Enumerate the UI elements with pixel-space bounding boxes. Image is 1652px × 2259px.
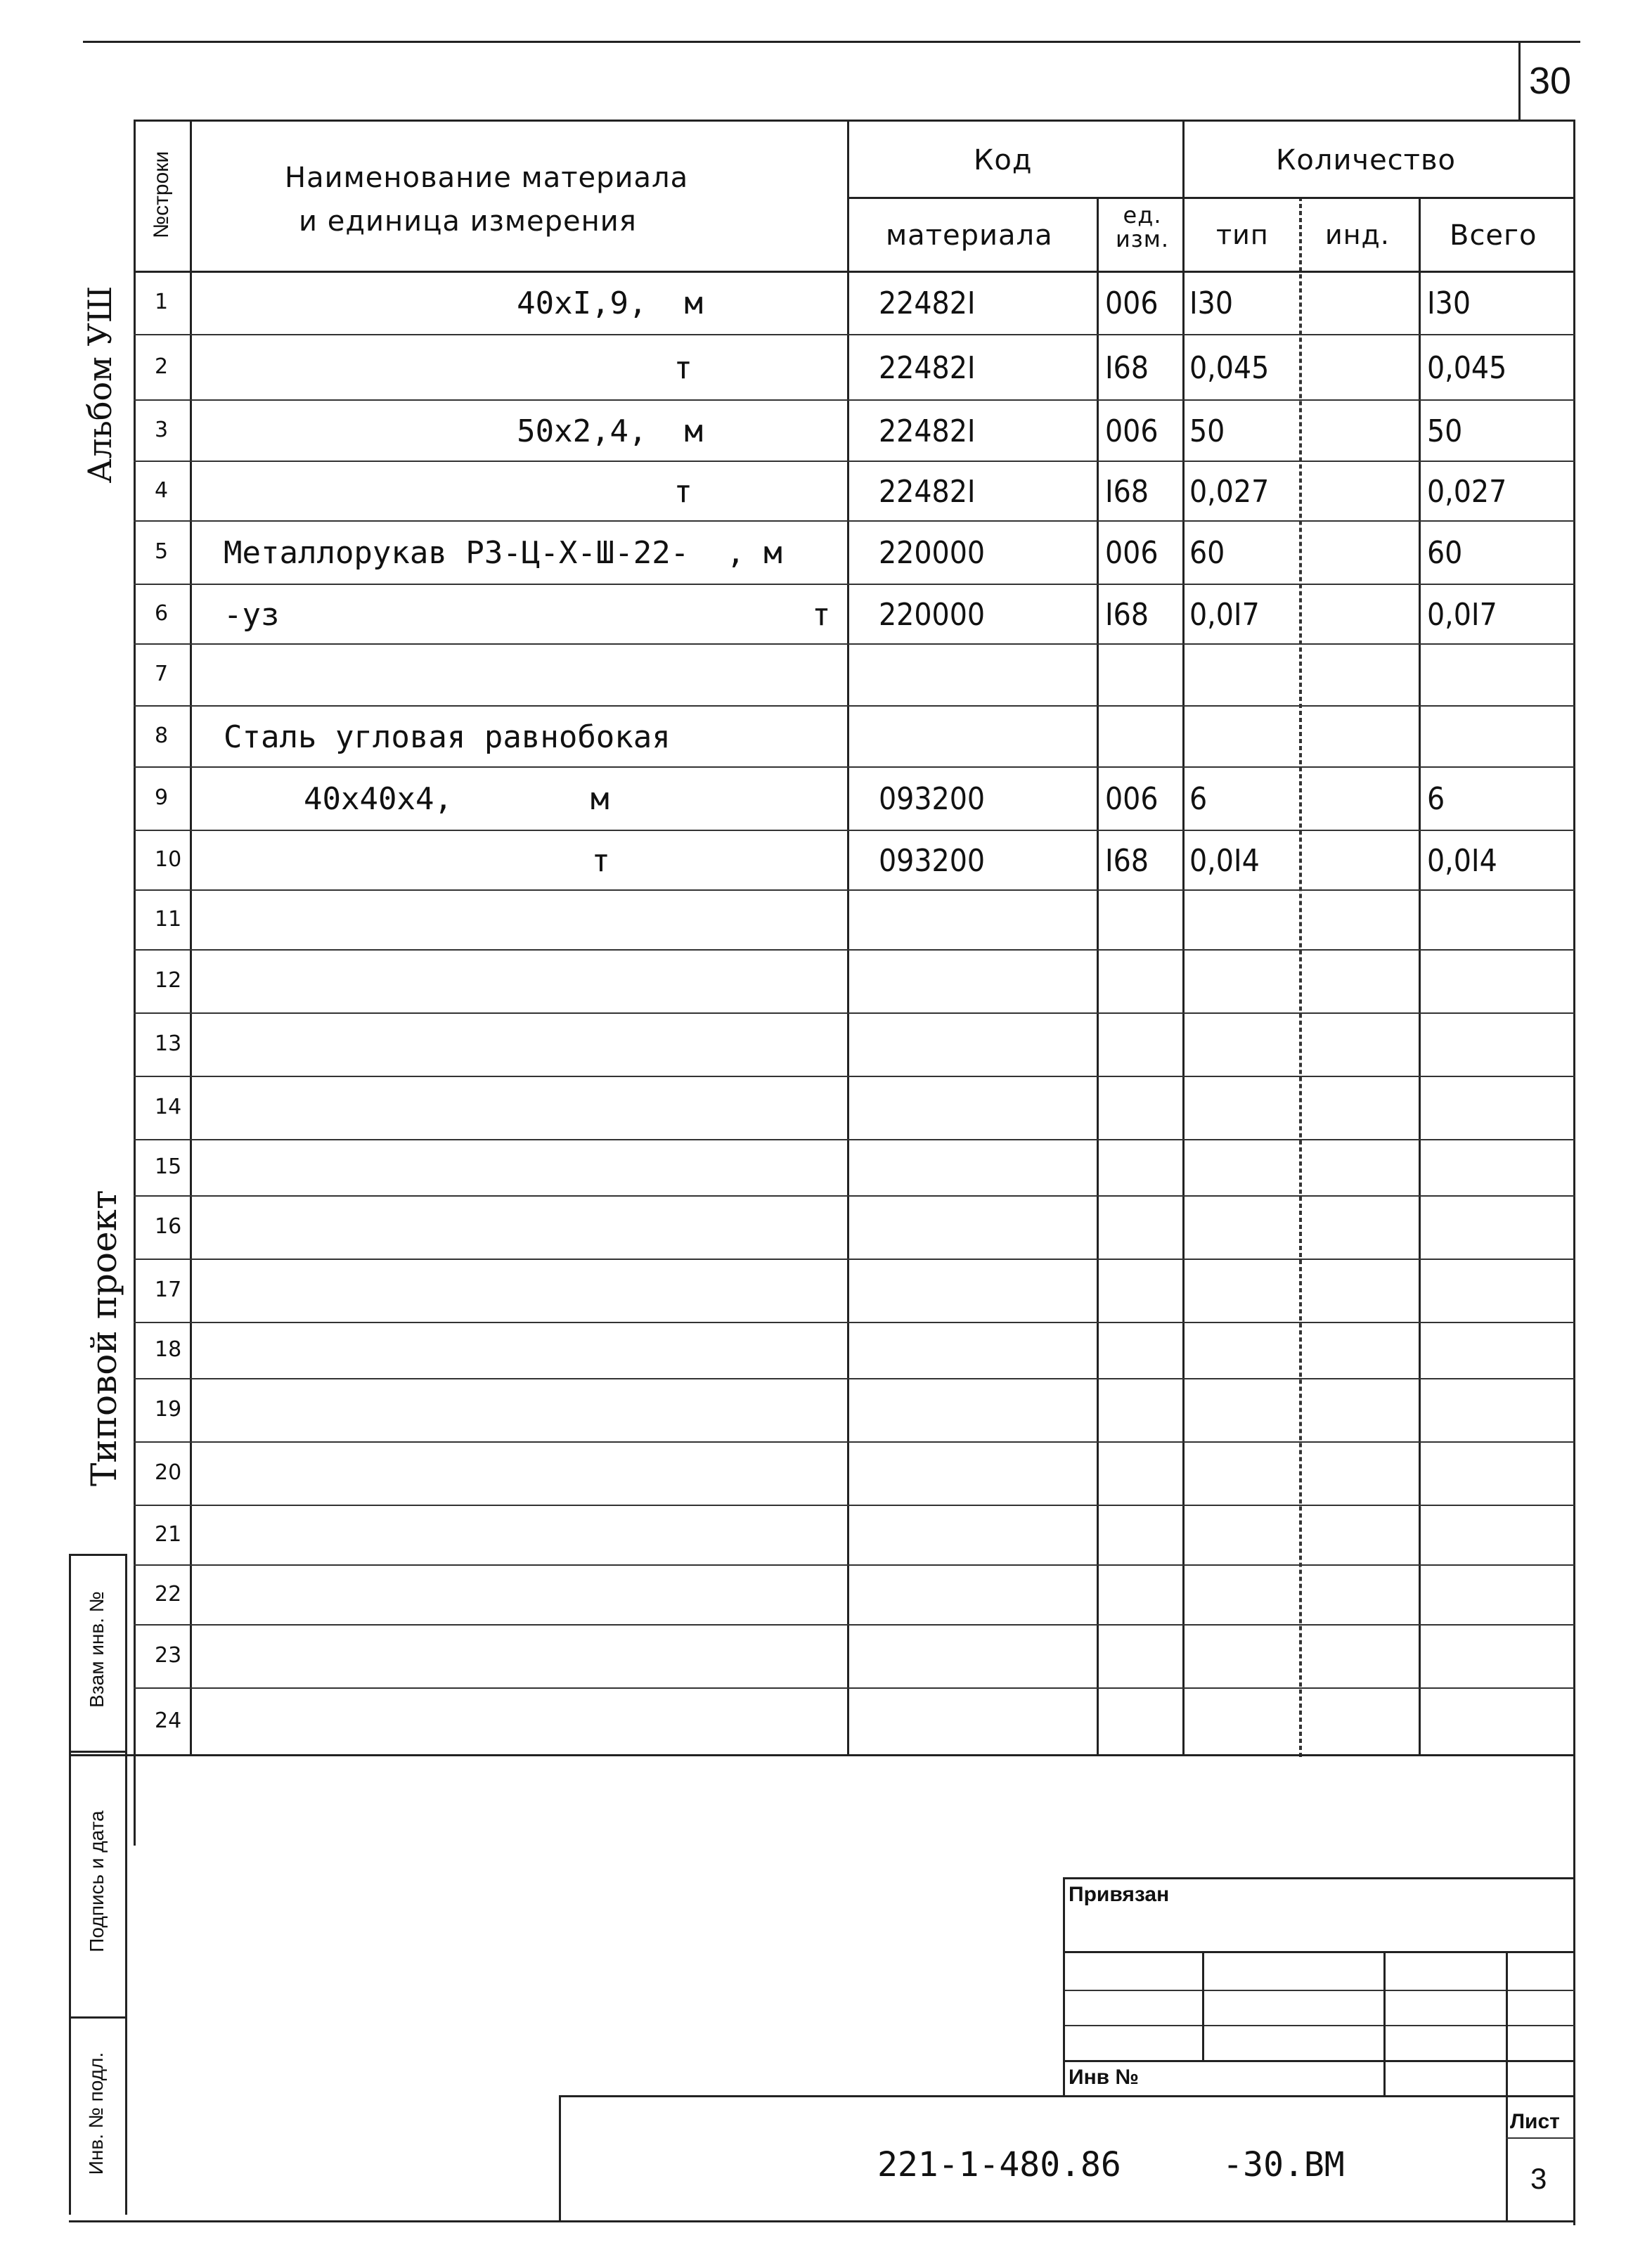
material-unit: м	[591, 781, 609, 817]
material-code: 093200	[879, 781, 986, 817]
document-designation: 221-1-480.86 -30.ВМ	[877, 2145, 1345, 2184]
row-number: 3	[155, 418, 169, 442]
album-label: Альбом УШ	[81, 285, 119, 484]
quantity-total: 0,0I7	[1427, 597, 1497, 633]
code-header: Код	[974, 144, 1033, 176]
row-number: 8	[155, 723, 169, 748]
quantity-total: 6	[1427, 781, 1445, 817]
material-name: 50х2,4, м	[517, 413, 703, 449]
material-name: т	[673, 350, 692, 386]
unit-code: I68	[1105, 350, 1149, 386]
quantity-total: 0,0I4	[1427, 843, 1497, 879]
unit-code: I68	[1105, 474, 1149, 510]
quantity-type: I30	[1189, 285, 1234, 321]
row-number: 22	[155, 1582, 182, 1607]
row-number: 18	[155, 1337, 182, 1362]
row-number: 21	[155, 1522, 182, 1547]
row-number: 15	[155, 1154, 182, 1179]
quantity-total: I30	[1427, 285, 1471, 321]
row-number: 5	[155, 539, 169, 564]
quantity-header: Количество	[1276, 144, 1457, 176]
row-number: 6	[155, 601, 169, 626]
material-code: 22482I	[879, 413, 976, 449]
qty-total-header: Всего	[1450, 219, 1537, 252]
podpis-label: Подпись и дата	[86, 1810, 108, 1952]
quantity-total: 0,027	[1427, 474, 1507, 510]
quantity-type: 6	[1189, 781, 1208, 817]
material-code: 093200	[879, 843, 986, 879]
inv-podl-label: Инв. № подл.	[85, 2052, 107, 2175]
quantity-total: 0,045	[1427, 350, 1507, 386]
row-number: 9	[155, 785, 169, 810]
material-name: 40х40х4,	[304, 781, 453, 817]
material-code: 22482I	[879, 350, 976, 386]
name-header-line2: и единица измерения	[299, 205, 637, 238]
material-code: 220000	[879, 535, 986, 571]
row-number: 12	[155, 968, 182, 993]
material-name: -уз	[224, 597, 280, 633]
name-header-line1: Наименование материала	[285, 162, 689, 194]
row-number: 20	[155, 1460, 182, 1485]
quantity-type: 0,045	[1189, 350, 1270, 386]
material-name: Сталь угловая равнобокая	[224, 719, 671, 755]
row-number: 16	[155, 1214, 182, 1239]
unit-code: I68	[1105, 597, 1149, 633]
quantity-type: 0,0I4	[1189, 843, 1260, 879]
qty-ind-header: инд.	[1325, 219, 1390, 250]
row-number: 1	[155, 290, 169, 314]
code-material-header: материала	[886, 219, 1053, 252]
quantity-type: 0,027	[1189, 474, 1270, 510]
row-number: 23	[155, 1643, 182, 1668]
row-number: 19	[155, 1397, 182, 1422]
unit-code: 006	[1105, 781, 1159, 817]
row-number: 4	[155, 478, 169, 503]
material-name: Металлорукав РЗ-Ц-Х-Ш-22- , м	[224, 535, 782, 571]
row-number: 24	[155, 1708, 182, 1733]
row-number: 2	[155, 354, 169, 379]
material-unit: т	[812, 597, 831, 633]
quantity-type: 60	[1189, 535, 1225, 571]
page-number: 30	[1529, 60, 1572, 102]
quantity-type: 50	[1189, 413, 1225, 449]
row-number-header: №строки	[150, 150, 173, 238]
material-name: т	[591, 843, 610, 879]
row-number: 7	[155, 662, 169, 686]
material-code: 220000	[879, 597, 986, 633]
row-number: 10	[155, 847, 182, 872]
material-name: 40хI,9, м	[517, 285, 703, 321]
quantity-type: 0,0I7	[1189, 597, 1260, 633]
quantity-total: 50	[1427, 413, 1463, 449]
row-number: 17	[155, 1277, 182, 1302]
unit-code: 006	[1105, 535, 1159, 571]
row-number: 14	[155, 1095, 182, 1119]
sheet-label: Лист	[1510, 2110, 1560, 2133]
privyazan-label: Привязан	[1069, 1883, 1170, 1906]
code-unit-header: ед. изм.	[1115, 202, 1170, 252]
unit-code: 006	[1105, 413, 1159, 449]
row-number: 11	[155, 907, 182, 932]
qty-type-header: тип	[1216, 219, 1269, 250]
unit-code: 006	[1105, 285, 1159, 321]
material-code: 22482I	[879, 285, 976, 321]
project-label: Типовой проект	[84, 1190, 124, 1486]
material-code: 22482I	[879, 474, 976, 510]
sheet-number: 3	[1530, 2162, 1547, 2195]
inv-no-label: Инв №	[1069, 2066, 1139, 2089]
row-number: 13	[155, 1031, 182, 1056]
vzam-label: Взам инв. №	[86, 1591, 108, 1708]
unit-code: I68	[1105, 843, 1149, 879]
material-name: т	[673, 474, 692, 510]
quantity-total: 60	[1427, 535, 1463, 571]
